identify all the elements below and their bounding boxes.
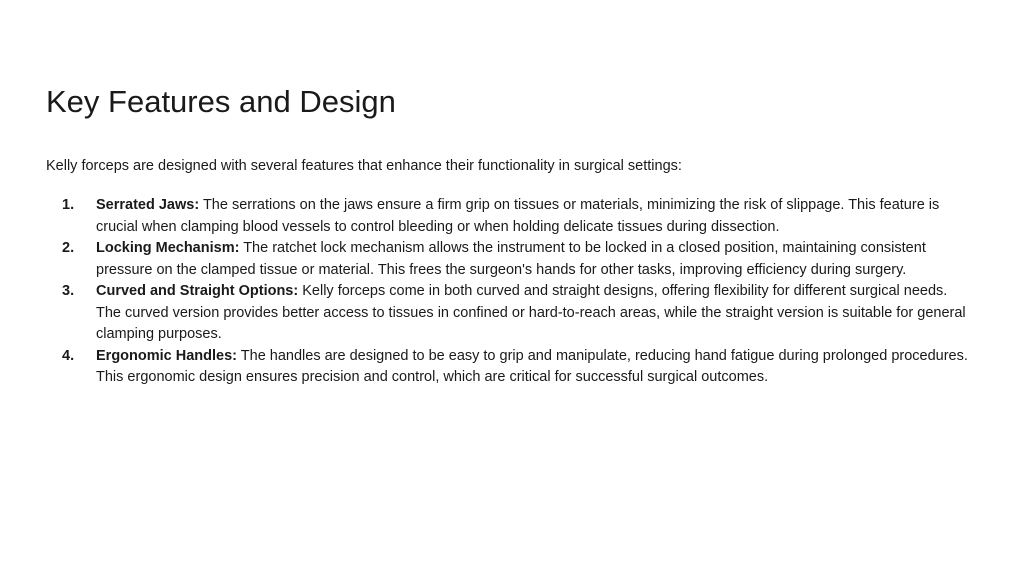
list-item-title: Locking Mechanism: xyxy=(96,240,240,256)
list-item-text: The handles are designed to be easy to grip and manipulate, reducing hand fatigue during prolonged procedures. This ergonomic design ensures precision and control, which are critical for successful surgical outcomes. xyxy=(96,347,968,385)
list-item-title: Curved and Straight Options: xyxy=(96,283,299,299)
list-item xyxy=(46,195,976,238)
list-item-number: 4. xyxy=(62,347,75,364)
list-item-number: 2. xyxy=(62,240,75,256)
list-item-text: The ratchet lock mechanism allows the instrument to be locked in a closed position, maintaining consistent pressure on the clamped tissue or material. This frees the surgeon's hands for other tasks, improving efficiency during surgery. xyxy=(96,240,926,278)
list-item-title: Ergonomic Handles: xyxy=(96,347,237,364)
list-item-title: Serrated Jaws: xyxy=(96,197,200,213)
list-item xyxy=(46,238,976,281)
list-item-text: The serrations on the jaws ensure a firm grip on tissues or materials, minimizing the risk of slippage. This feature is crucial when clamping blood vessels to control bleeding or when holding delicate tissues during dissection. xyxy=(96,197,940,235)
list-item xyxy=(46,281,976,346)
list-item-number: 1. xyxy=(62,197,75,213)
features-list xyxy=(46,195,976,389)
list-item-text: Kelly forceps come in both curved and straight designs, offering flexibility for different surgical needs. The curved version provides better access to tissues in confined or hard-to-reach areas, while the straight version is suitable for general clamping purposes. xyxy=(96,283,966,342)
intro-paragraph: Kelly forceps are designed with several features that enhance their functionality in surgical settings: xyxy=(46,158,682,174)
slide-title: Key Features and Design xyxy=(46,84,396,119)
list-item xyxy=(46,346,976,389)
list-item-number: 3. xyxy=(62,283,75,299)
